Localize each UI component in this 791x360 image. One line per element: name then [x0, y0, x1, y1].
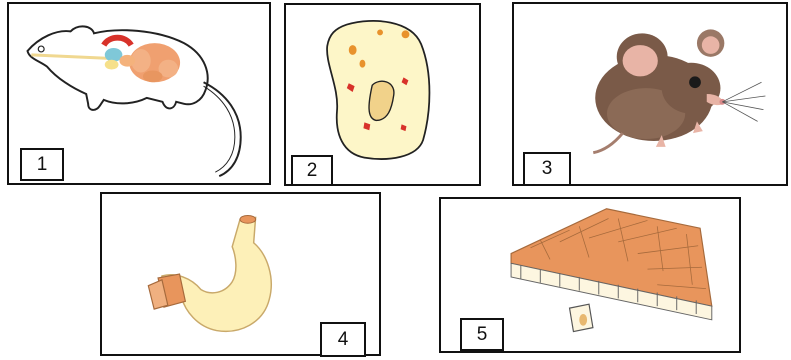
panel-label-3: 3 — [523, 152, 571, 186]
panel-label-1: 1 — [20, 148, 64, 181]
panel-label-2: 2 — [291, 155, 333, 186]
panel-label-5: 5 — [460, 318, 504, 351]
panel-label-4: 4 — [320, 322, 366, 357]
